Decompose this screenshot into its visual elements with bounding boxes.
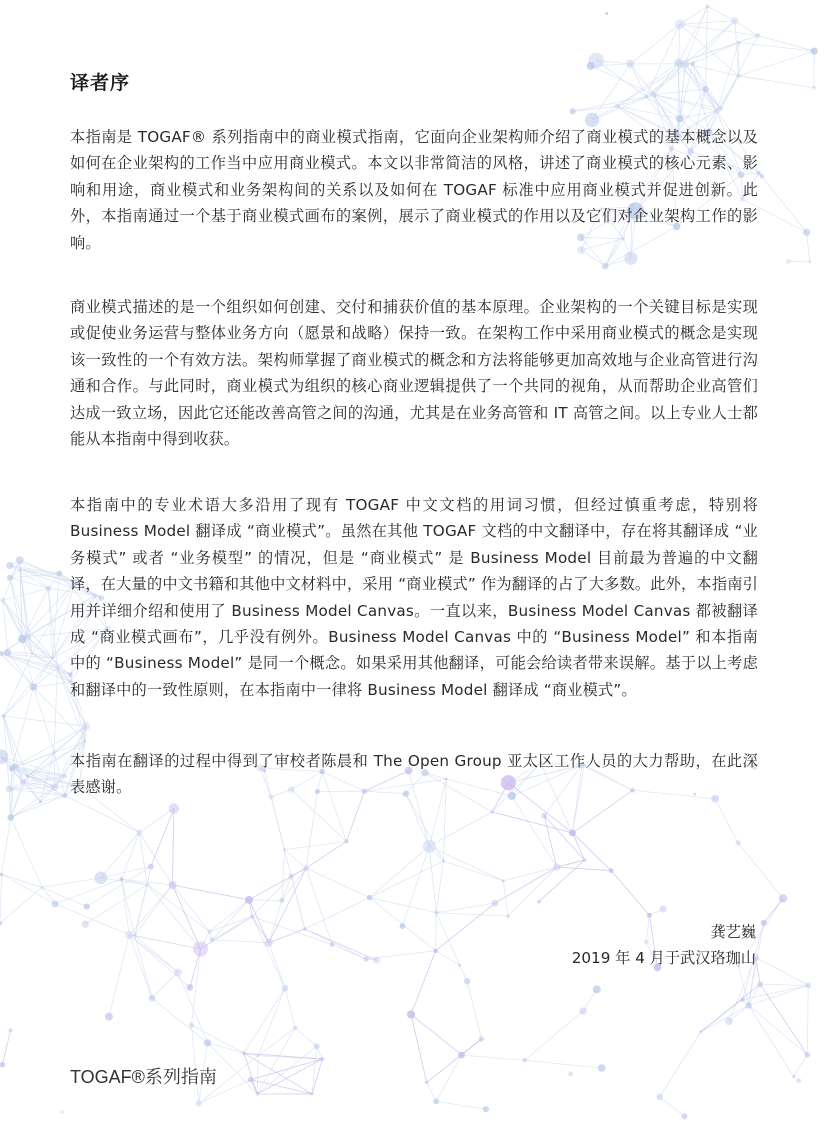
- paragraph-2: 商业模式描述的是一个组织如何创建、交付和捕获价值的基本原理。企业架构的一个关键目标是实现或促使业务运营与整体业务方向（愿景和战略）保持一致。在架构工作中采用商业模式的概念是实现该一致性的一个有效方法。架构师掌握了商业模式的概念和方法将能够更加高效地与企业高管进行沟通和合作。与此同时，商业模式为组织的核心商业逻辑提供了一个共同的视角，从而帮助企业高管们达成一致立场，因此它还能改善高管之间的沟通，尤其是在业务高管和 IT 高管之间。以上专业人士都能从本指南中得到收获。: [70, 298, 758, 449]
- paragraph-4: 本指南在翻译的过程中得到了审校者陈晨和 The Open Group 亚太区工作人员的大力帮助，在此深表感谢。: [70, 752, 758, 797]
- paragraph-1: 本指南是 TOGAF® 系列指南中的商业模式指南，它面向企业架构师介绍了商业模式的基本概念以及如何在企业架构的工作当中应用商业模式。本文以非常简洁的风格，讲述了商业模式的核心元素、影响和用途，商业模式和业务架构间的关系以及如何在 TOGAF 标准中应用商业模式并促进创新。此外，本指南通过一个基于商业模式画布的案例，展示了商业模式的作用以及它们对企业架构工作的影响。: [70, 128, 758, 252]
- footer-series-title: TOGAF®系列指南: [70, 1067, 217, 1087]
- page-title: 译者序: [70, 72, 131, 94]
- translator-name: 龚艺巍: [710, 923, 756, 941]
- paragraph-3: 本指南中的专业术语大多沿用了现有 TOGAF 中文文档的用词习惯，但经过慎重考虑，特别将 Business Model 翻译成 “商业模式”。虽然在其他 TOGAF 文档的中文翻译中，存在将其翻译成 “业务模式” 或者 “业务模型” 的情况，但是 “商业模式” 是 Business Model 目前最为普遍的中文翻译，在大量的中文书籍和其他中文材料中，采用 “商业模式” 作为翻译的占了大多数。此外，本指南引用并详细介绍和使用了 Business Model Canvas。一直以来，Business Model Canvas 都被翻译成 “商业模式画布”，几乎没有例外。Business Model Canvas 中的 “Business Model” 和本指南中的 “Business Model” 是同一个概念。如果采用其他翻译，可能会给读者带来误解。基于以上考虑和翻译中的一致性原则，在本指南中一律将 Business Model 翻译成 “商业模式”。: [70, 496, 758, 699]
- signature-date-place: 2019 年 4 月于武汉珞珈山: [571, 949, 756, 967]
